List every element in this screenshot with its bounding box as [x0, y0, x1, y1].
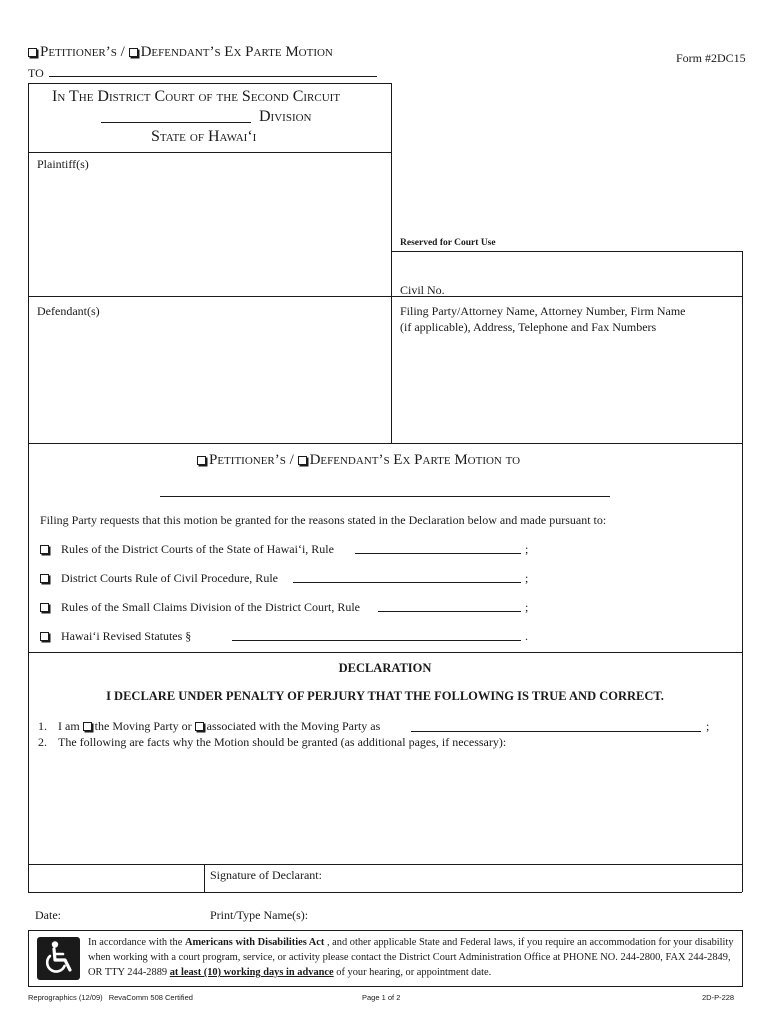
signature-label: Signature of Declarant: — [210, 868, 322, 882]
rule-blank-3[interactable] — [378, 611, 521, 612]
rule-label-3: Rules of the Small Claims Division of the District Court, Rule — [61, 600, 360, 614]
ada-act-name: Americans with Disabilities Act — [184, 937, 325, 948]
footer-reprographics: Reprographics (12/09) — [28, 993, 103, 1002]
footer-left — [28, 993, 193, 1002]
ada-deadline: at least (10) working days in advance — [169, 967, 334, 978]
rule-row-4 — [40, 629, 191, 644]
header-to: TO — [28, 66, 44, 80]
item1-associated: associated with the Moving Party as — [206, 719, 381, 733]
header-defendant-label: Defendant’s Ex Parte Motion — [140, 44, 333, 60]
rule-end-4: . — [525, 629, 528, 643]
print-name-label: Print/Type Name(s): — [210, 908, 309, 922]
motion-petitioner-label: Petitioner’s — [209, 452, 286, 468]
filing-party-label-2: (if applicable), Address, Telephone and Fax Numbers — [400, 320, 657, 334]
civil-no-label: Civil No. — [400, 283, 445, 297]
item1-i-am: I am — [58, 719, 80, 733]
motion-petitioner-checkbox[interactable] — [197, 456, 206, 465]
motion-slash: / — [289, 452, 294, 468]
rule-end-3: ; — [525, 600, 529, 614]
form-title — [28, 44, 333, 61]
state-label: State of Hawai‘i — [151, 128, 257, 145]
item2-number: 2. — [38, 735, 47, 749]
rule-checkbox-3[interactable] — [40, 603, 49, 612]
wheelchair-icon — [37, 937, 80, 980]
defendant-checkbox[interactable] — [129, 48, 138, 57]
declaration-item-2 — [38, 735, 506, 750]
footer-revacomm: RevaComm 508 Certified — [108, 993, 193, 1002]
footer-page: Page 1 of 2 — [362, 993, 401, 1002]
frame-top — [28, 83, 391, 84]
ada-left — [28, 930, 29, 986]
rule-label-4: Hawai‘i Revised Statutes § — [61, 629, 192, 643]
item1-number: 1. — [38, 719, 47, 733]
division-blank[interactable] — [101, 122, 251, 123]
header-petitioner-label: Petitioner’s — [40, 44, 117, 60]
ada-right — [742, 930, 743, 986]
frame-middle — [391, 83, 392, 444]
motion-title — [197, 452, 520, 469]
reserved-line — [391, 251, 742, 252]
declaration-item-1 — [38, 719, 380, 734]
defendant-label: Defendant(s) — [37, 304, 100, 318]
frame-right — [742, 251, 743, 892]
filing-party-label-1: Filing Party/Attorney Name, Attorney Number, Firm Name — [400, 304, 686, 318]
declaration-title: DECLARATION — [338, 661, 432, 675]
court-title: In The District Court of the Second Circuit — [52, 88, 341, 105]
rule-blank-2[interactable] — [293, 582, 521, 583]
moving-party-checkbox[interactable] — [83, 722, 92, 731]
petitioner-checkbox[interactable] — [28, 48, 37, 57]
motion-defendant-label: Defendant’s Ex Parte Motion to — [309, 452, 521, 468]
declaration-top-line — [28, 652, 742, 653]
rule-checkbox-1[interactable] — [40, 545, 49, 554]
date-bottom-line — [28, 930, 742, 931]
item1-moving-party: the Moving Party or — [94, 719, 192, 733]
rule-row-2 — [40, 571, 278, 586]
rule-checkbox-2[interactable] — [40, 574, 49, 583]
plaintiff-label: Plaintiff(s) — [37, 157, 89, 171]
rule-checkbox-4[interactable] — [40, 632, 49, 641]
ada-notice — [88, 935, 740, 980]
rule-row-1 — [40, 542, 334, 557]
ada-bottom-line — [28, 986, 743, 987]
motion-top-line — [28, 443, 742, 444]
ada-text-2: , and other applicable State and Federal laws, if you require an accommodation for your disability when working with a court program, service, or activity please contact the District Court Administration Office at PHONE NO. 244-2800, FAX 244-2849, OR TTY 244-2889 — [88, 937, 734, 978]
rule-end-1: ; — [525, 542, 529, 556]
motion-intro: Filing Party requests that this motion be granted for the reasons stated in the Declaration below and made pursuant to: — [40, 513, 607, 527]
rule-blank-1[interactable] — [355, 553, 521, 554]
ada-text-1: In accordance with the — [88, 937, 183, 948]
ada-text-3: of your hearing, or appointment date. — [336, 967, 492, 978]
rule-row-3 — [40, 600, 360, 615]
footer-code: 2D-P-228 — [702, 993, 735, 1002]
rule-blank-4[interactable] — [232, 640, 521, 641]
header-slash: / — [120, 44, 125, 60]
associated-blank[interactable] — [411, 731, 701, 732]
signature-divider — [204, 864, 205, 892]
date-label: Date: — [35, 908, 61, 922]
form-number: Form #2DC15 — [676, 51, 746, 65]
frame-left — [28, 83, 29, 892]
court-bottom-line — [28, 152, 391, 153]
item1-end: ; — [706, 719, 710, 733]
rule-label-2: District Courts Rule of Civil Procedure, Rule — [61, 571, 278, 585]
header-to-line[interactable] — [49, 76, 377, 77]
signature-top-line — [28, 864, 742, 865]
signature-line — [28, 892, 742, 893]
parties-divider — [28, 296, 742, 297]
associated-checkbox[interactable] — [195, 722, 204, 731]
motion-to-blank[interactable] — [160, 496, 610, 497]
reserved-label: Reserved for Court Use — [400, 238, 496, 248]
item2-text: The following are facts why the Motion should be granted (as additional pages, if necessary): — [58, 735, 507, 749]
declaration-subtitle: I DECLARE UNDER PENALTY OF PERJURY THAT THE FOLLOWING IS TRUE AND CORRECT. — [106, 689, 664, 703]
rule-label-1: Rules of the District Courts of the State of Hawai‘i, Rule — [61, 542, 334, 556]
motion-defendant-checkbox[interactable] — [298, 456, 307, 465]
rule-end-2: ; — [525, 571, 529, 585]
division-label: Division — [259, 108, 312, 125]
